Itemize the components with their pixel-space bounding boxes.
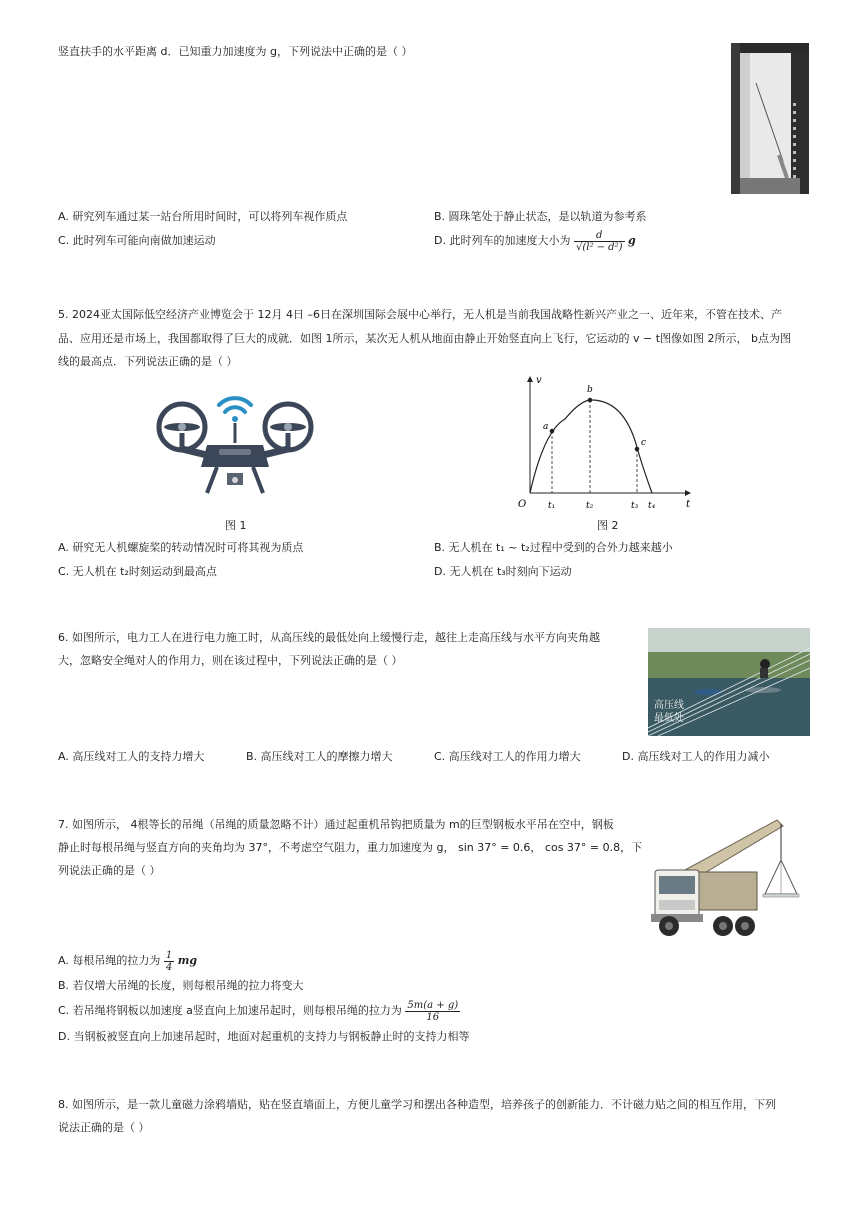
q4-option-a: A. 研究列车通过某一站台所用时间时，可以将列车视作质点	[58, 210, 348, 223]
graph-point-a	[550, 429, 555, 434]
graph-point-b	[588, 398, 593, 403]
q6-line-1: 6. 如图所示，电力工人在进行电力施工时，从高压线的最低处向上缓慢行走，越往上走高压线与水平方向夹角越	[58, 631, 600, 644]
q6-option-a: A. 高压线对工人的支持力增大	[58, 750, 205, 763]
q7-option-a	[58, 948, 197, 974]
q7-option-a-suffix: mg	[177, 954, 198, 967]
q7-option-c-fraction	[405, 1000, 460, 1023]
q5-option-a: A. 研究无人机螺旋桨的转动情况时可将其视为质点	[58, 541, 304, 554]
q7-option-c	[58, 998, 460, 1024]
graph-curve	[530, 400, 652, 493]
q6-line-2: 大，忽略安全绳对人的作用力，则在该过程中，下列说法正确的是（ ）	[58, 654, 403, 667]
q4-option-d-suffix: g	[628, 234, 636, 247]
q7-option-b: B. 若仅增大吊绳的长度，则每根吊绳的拉力将变大	[58, 979, 304, 992]
graph-label-o: O	[518, 499, 527, 510]
q6-photo-label-power-line: 高压线	[654, 700, 684, 711]
q5-option-c: C. 无人机在 t₂时刻运动到最高点	[58, 565, 217, 578]
graph-label-b: b	[587, 385, 593, 395]
graph-tick-t4: t₄	[648, 501, 656, 511]
q4-stem-tail: 竖直扶手的水平距离 d．已知重力加速度为 g，下列说法中正确的是（ ）	[58, 45, 413, 58]
q7-option-d: D. 当钢板被竖直向上加速吊起时，地面对起重机的支持力与钢板静止时的支持力相等	[58, 1030, 470, 1043]
graph-tick-t2: t₂	[586, 501, 594, 511]
q8-line-2: 说法正确的是（ ）	[58, 1121, 150, 1134]
q7-option-a-numerator: 1	[165, 949, 173, 961]
q4-photo	[731, 43, 809, 194]
q7-line-3: 列说法正确的是（ ）	[58, 864, 161, 877]
graph-point-c	[635, 447, 640, 452]
graph-label-c: c	[641, 438, 647, 448]
graph-label-a: a	[543, 422, 549, 432]
q5-figure-1-drone	[155, 385, 315, 500]
q7-photo-crane-truck	[645, 810, 810, 940]
q5-line-2: 品、应用还是市场上，我国都取得了巨大的成就．如图 1所示，某次无人机从地面由静止开始竖直向上飞行，它运动的 v − t图像如图 2所示， b点为图	[58, 332, 791, 345]
q6-photo-power-line	[648, 628, 810, 736]
q5-line-3: 线的最高点．下列说法正确的是（ ）	[58, 355, 238, 368]
graph-label-v: v	[536, 375, 542, 386]
q4-option-d-fraction	[574, 230, 625, 253]
q5-line-1: 5. 2024亚太国际低空经济产业博览会于 12月 4日 –6日在深圳国际会展中心举行，无人机是当前我国战略性新兴产业之一、近年来，不管在技术、产	[58, 308, 782, 321]
q4-option-d-numerator: d	[574, 230, 625, 242]
q6-option-d: D. 高压线对工人的作用力减小	[622, 750, 770, 763]
q4-option-c: C. 此时列车可能向南做加速运动	[58, 234, 216, 247]
q7-option-a-prefix: A. 每根吊绳的拉力为	[58, 954, 161, 967]
q7-option-c-prefix: C. 若吊绳将钢板以加速度 a竖直向上加速吊起时，则每根吊绳的拉力为	[58, 1004, 402, 1017]
q6-option-b: B. 高压线对工人的摩擦力增大	[246, 750, 393, 763]
q7-option-a-denominator: 4	[165, 961, 173, 973]
graph-tick-t1: t₁	[548, 501, 556, 511]
q5-figure-2-vt-graph	[510, 371, 700, 513]
q7-line-1: 7. 如图所示， 4根等长的吊绳（吊绳的质量忽略不计）通过起重机吊钩把质量为 m的巨型钢板水平吊在空中，钢板	[58, 818, 614, 831]
q5-figure-1-caption: 图 1	[225, 519, 247, 532]
graph-label-t: t	[686, 499, 691, 510]
q6-option-c: C. 高压线对工人的作用力增大	[434, 750, 581, 763]
q7-option-a-fraction	[164, 950, 174, 973]
q4-option-b: B. 圆珠笔处于静止状态，是以轨道为参考系	[434, 210, 647, 223]
q7-line-2: 静止时每根吊绳与竖直方向的夹角均为 37°，不考虑空气阻力，重力加速度为 g， sin 37° = 0.6， cos 37° = 0.8，下	[58, 841, 643, 854]
q5-figure-2-caption: 图 2	[597, 519, 619, 532]
q7-option-c-numerator: 5m(a + g)	[407, 999, 459, 1011]
q4-option-d-prefix: D. 此时列车的加速度大小为	[434, 234, 571, 247]
q5-option-b: B. 无人机在 t₁ ~ t₂过程中受到的合外力越来越小	[434, 541, 673, 554]
graph-tick-t3: t₃	[631, 501, 639, 511]
q8-line-1: 8. 如图所示，是一款儿童磁力涂鸦墙贴，贴在竖直墙面上，方便儿童学习和摆出各种造型，培养孩子的创新能力．不计磁力贴之间的相互作用，下列	[58, 1098, 776, 1111]
q4-option-d	[434, 228, 636, 254]
q7-option-c-denominator: 16	[426, 1011, 440, 1023]
q6-photo-label-lowest-point: 最低处	[654, 713, 684, 724]
q4-option-d-denominator: √(l² − d²)	[575, 241, 623, 253]
q5-option-d: D. 无人机在 t₃时刻向下运动	[434, 565, 572, 578]
